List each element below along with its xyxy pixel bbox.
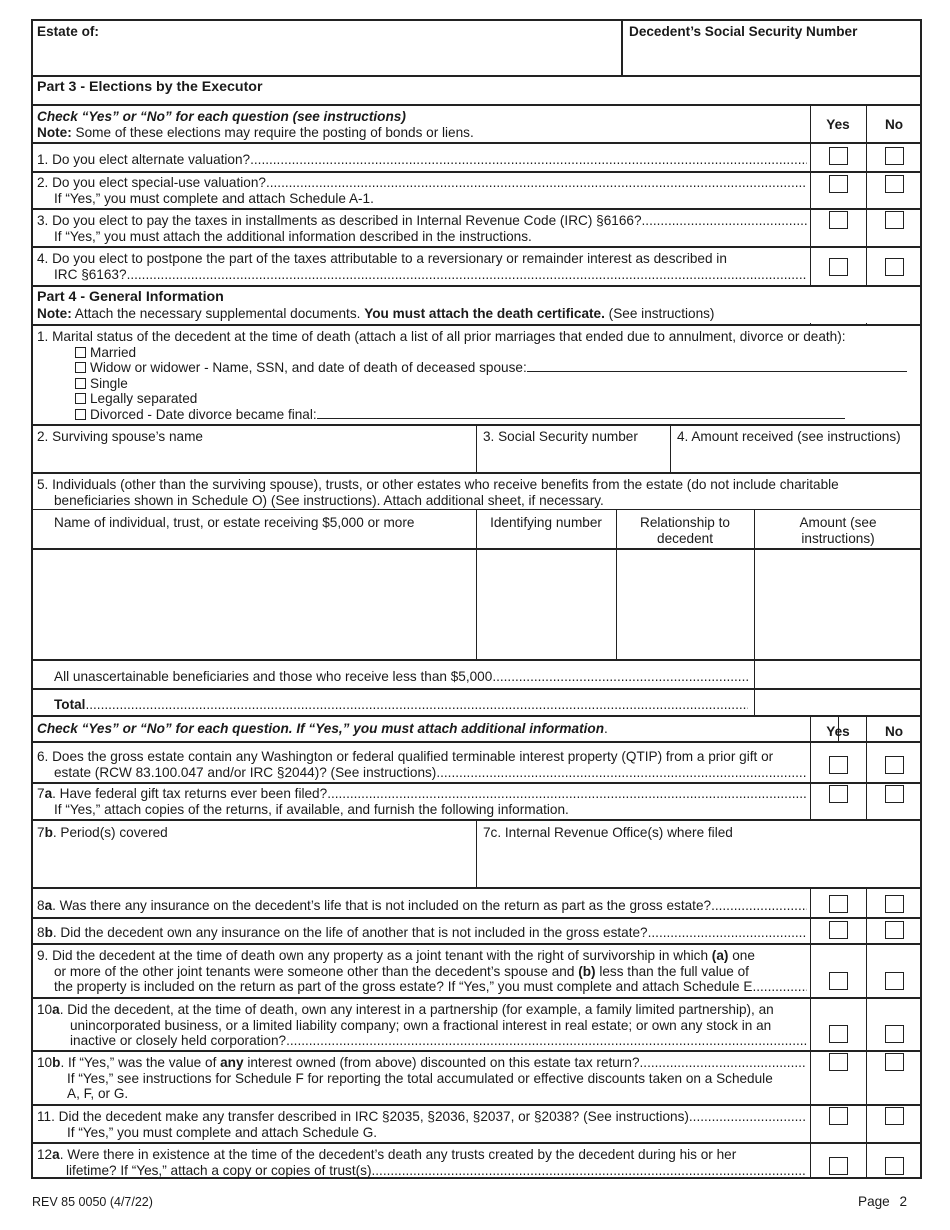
q10a-line1: . Did the decedent, at the time of death, own any interest in a partnership (for example, a family limited partnership), an [59,1002,774,1017]
q8b-number: 8 [37,925,45,940]
question-7a [37,786,807,817]
q9-line2a: or more of the other joint tenants were someone other than the decedent’s spouse and [54,963,579,979]
bene-col-id: Identifying number [490,515,602,530]
divider [31,1050,922,1052]
divorced-label: Divorced - Date divorce became final: [90,406,317,422]
divider [670,424,671,472]
spouse-ssn-label: 3. Social Security number [483,429,638,444]
marital-status [37,329,917,422]
divider [31,741,922,743]
q10a-yes-checkbox[interactable] [829,1025,848,1043]
q8b-no-checkbox[interactable] [885,921,904,939]
question-5-line2: beneficiaries shown in Schedule O) (See instructions). Attach additional sheet, if necessary. [54,492,604,508]
bene-col-name: Name of individual, trust, or estate receiving $5,000 or more [54,515,415,530]
q7b-letter: b [44,825,53,840]
q10b-any: any [220,1055,244,1070]
unascertainable-label: All unascertainable beneficiaries and those who receive less than $5,000 [54,669,493,684]
marital-option-single [37,376,917,392]
marital-option-widow [37,360,917,376]
question-7c: 7c. Internal Revenue Office(s) where filed [483,825,733,840]
marital-option-separated [37,391,917,407]
q7b-number: 7 [37,825,45,840]
q9-yes-checkbox[interactable] [829,972,848,990]
q8a-number: 8 [37,898,45,913]
question-6 [37,749,807,780]
single-checkbox[interactable] [75,378,86,389]
q11-yes-checkbox[interactable] [829,1107,848,1125]
part4-note-end: (See instructions) [604,305,715,321]
divider [754,509,755,715]
question-4-line1: 4. Do you elect to postpone the part of the taxes attributable to a reversionary or remainder interest as described in [37,251,727,266]
q8a-yes-checkbox[interactable] [829,895,848,913]
q12a-yes-checkbox[interactable] [829,1157,848,1175]
q10a-letter: a [52,1002,60,1017]
question-6-line2: estate (RCW 83.100.047 and/or IRC §2044)? (See instructions) [54,764,437,780]
widow-entry-line[interactable] [527,360,907,372]
question-5 [37,477,917,508]
question-4-line2: IRC §6163? [54,266,127,282]
divider [476,509,477,660]
divider [31,917,922,919]
question-2 [37,175,807,206]
note-text: Some of these elections may require the posting of bonds or liens. [71,124,474,140]
q9-line3: the property is included on the return as part of the gross estate? If “Yes,” you must complete and attach Schedule E [54,979,753,994]
part3-title: Part 3 - Elections by the Executor [37,79,263,95]
q10b-body-a: . If “Yes,” was the value of [60,1055,221,1070]
q10a-line2: unincorporated business, or a limited liability company; own a fractional interest in real estate; or own any stock in an [70,1017,772,1033]
q7a-yes-checkbox[interactable] [829,785,848,803]
q8a-no-checkbox[interactable] [885,895,904,913]
q2-no-checkbox[interactable] [885,175,904,193]
yes-header-2: Yes [826,724,850,739]
q8a-letter: a [44,898,53,913]
question-4 [37,251,807,282]
q12a-number: 12 [37,1147,53,1162]
bene-entry-area[interactable] [33,551,473,658]
death-certificate-note: You must attach the death certificate. [364,305,605,321]
married-checkbox[interactable] [75,347,86,358]
question-7a-sub: If “Yes,” attach copies of the returns, if available, and furnish the following information. [54,801,569,817]
widow-label: Widow or widower - Name, SSN, and date of death of deceased spouse: [90,360,527,375]
form-id: REV 85 0050 (4/7/22) [32,1195,153,1209]
question-3-sub: If “Yes,” you must attach the additional information described in the instructions. [54,228,532,244]
divider [31,75,922,77]
divider [31,104,922,106]
divider [31,142,922,144]
q9-no-checkbox[interactable] [885,972,904,990]
q11-text: 11. Did the decedent make any transfer described in IRC §2035, §2036, §2037, or §2038? (See instructions) [37,1109,689,1124]
marital-option-married [37,345,917,361]
divider [476,819,477,888]
yes-header: Yes [826,117,850,132]
question-3-text: 3. Do you elect to pay the taxes in installments as described in Internal Revenue Code (IRC) §6166? [37,213,642,228]
q4-no-checkbox[interactable] [885,258,904,276]
separated-checkbox[interactable] [75,393,86,404]
no-header-2: No [884,724,904,739]
q8b-body: . Did the decedent own any insurance on the life of another that is not included in the gross estate? [52,925,648,940]
bene-col-relationship-l1: Relationship to [640,515,730,530]
question-6-line1: 6. Does the gross estate contain any Washington or federal qualified terminable interest property (QTIP) from a prior gift or [37,749,774,764]
divider [31,782,922,784]
divorced-checkbox[interactable] [75,409,86,420]
page-number [858,1194,907,1210]
ssn-label: Decedent’s Social Security Number [629,24,858,39]
q10b-letter: b [52,1055,61,1070]
q9-line1a: 9. Did the decedent at the time of death own any property as a joint tenant with the right of survivorship in which [37,948,712,963]
part4-note-text: Attach the necessary supplemental documents. [71,305,365,321]
divider [31,715,922,717]
part4-note-label: Note: [37,305,72,321]
part4-instruction-period: . [604,721,608,736]
divider [31,208,922,210]
total-label: Total [54,697,86,712]
marital-option-divorced [37,407,845,423]
marital-question: 1. Marital status of the decedent at the time of death (attach a list of all prior marriages that ended due to annulment, divorce or death): [37,329,846,344]
bene-col-amount-l1: Amount (see [799,515,877,530]
question-2-text: 2. Do you elect special-use valuation? [37,175,266,190]
q9-a-marker: (a) [711,948,729,963]
q10b-body-c: interest owned (from above) discounted on this estate tax return? [243,1055,640,1070]
question-11 [37,1109,807,1140]
q11-sub: If “Yes,” you must complete and attach Schedule G. [67,1124,378,1140]
q10a-line3: inactive or closely held corporation? [70,1033,287,1048]
question-8a [37,898,807,914]
bene-col-relationship [616,515,754,546]
q11-no-checkbox[interactable] [885,1107,904,1125]
single-label: Single [90,375,128,391]
q9-b-marker: (b) [578,963,596,979]
q10a-no-checkbox[interactable] [885,1025,904,1043]
q12a-line1: . Were there in existence at the time of the decedent’s death any trusts created by the decedent during his or her [59,1147,737,1162]
divider [31,171,922,173]
divorce-date-line[interactable] [317,407,845,419]
q4-yes-checkbox[interactable] [829,258,848,276]
question-8b [37,925,807,941]
divider [31,887,922,889]
widow-checkbox[interactable] [75,362,86,373]
question-2-sub: If “Yes,” you must complete and attach Schedule A-1. [54,190,374,206]
q10b-no-checkbox[interactable] [885,1053,904,1071]
unascertainable-row [54,669,748,685]
question-7b [37,825,168,841]
q12a-line2: lifetime? If “Yes,” attach a copy or copies of trust(s). [66,1162,376,1178]
spouse-name-label: 2. Surviving spouse’s name [37,429,203,444]
separated-label: Legally separated [90,391,198,406]
bene-col-amount-l2: instructions) [801,530,875,546]
divider [31,997,922,999]
q8b-letter: b [44,925,53,940]
married-label: Married [90,344,137,360]
q12a-no-checkbox[interactable] [885,1157,904,1175]
q6-no-checkbox[interactable] [885,756,904,774]
q7a-number: 7 [37,786,45,801]
q7b-body: . Period(s) covered [52,825,168,840]
question-10a [37,1002,807,1049]
estate-of-label: Estate of: [37,24,99,39]
page-label: Page [858,1194,890,1209]
q3-no-checkbox[interactable] [885,211,904,229]
q7a-body: . Have federal gift tax returns ever been filed? [52,786,328,801]
q9-line2c: less than the full value of [595,963,749,979]
part4-instruction [37,721,608,737]
bene-col-relationship-l2: decedent [657,530,713,546]
divider [31,943,922,945]
divider [31,688,922,690]
divider [31,246,922,248]
divider [31,1142,922,1144]
question-12a [37,1147,807,1178]
question-10b [37,1055,807,1102]
q6-yes-checkbox[interactable] [829,756,848,774]
no-header: No [884,117,904,132]
question-9 [37,948,807,995]
divider [31,659,922,661]
divider [621,19,623,76]
page-value: 2 [899,1194,908,1209]
part3-instruction [37,109,474,140]
question-1-text: 1. Do you elect alternate valuation? [37,152,251,167]
q7a-letter: a [44,786,53,801]
question-5-line1: 5. Individuals (other than the surviving spouse), trusts, or other estates who receive benefits from the estate (do not include charitable [37,477,839,492]
divider [616,509,617,660]
divider [476,424,477,472]
q8b-yes-checkbox[interactable] [829,921,848,939]
part4-title: Part 4 - General Information [37,289,224,305]
note-label: Note: [37,124,72,140]
part3-instruction-text: Check “Yes” or “No” for each question (see instructions) [37,109,406,124]
spouse-amount-label: 4. Amount received (see instructions) [677,429,901,444]
q10a-number: 10 [37,1002,53,1017]
q1-yes-checkbox[interactable] [829,147,848,165]
bene-col-amount [754,515,922,546]
q10b-number: 10 [37,1055,53,1070]
divider [31,1104,922,1106]
q12a-letter: a [52,1147,60,1162]
q10b-yes-checkbox[interactable] [829,1053,848,1071]
divider [31,472,922,474]
q9-line1c: one [728,948,755,963]
part4-header [37,290,714,321]
q10b-line3: A, F, or G. [67,1086,129,1101]
question-7a-text [37,786,327,802]
question-1 [37,152,807,168]
q7a-no-checkbox[interactable] [885,785,904,803]
q3-yes-checkbox[interactable] [829,211,848,229]
q10b-line2: If “Yes,” see instructions for Schedule F for reporting the total accumulated or effective discounts taken on a Schedule [67,1070,773,1086]
part4-instruction-text: Check “Yes” or “No” for each question. If “Yes,” you must attach additional information [37,721,604,736]
total-row [54,697,748,713]
question-3 [37,213,807,244]
q8a-body: . Was there any insurance on the decedent’s life that is not included on the return as part as the gross estate? [52,898,712,913]
q2-yes-checkbox[interactable] [829,175,848,193]
q1-no-checkbox[interactable] [885,147,904,165]
